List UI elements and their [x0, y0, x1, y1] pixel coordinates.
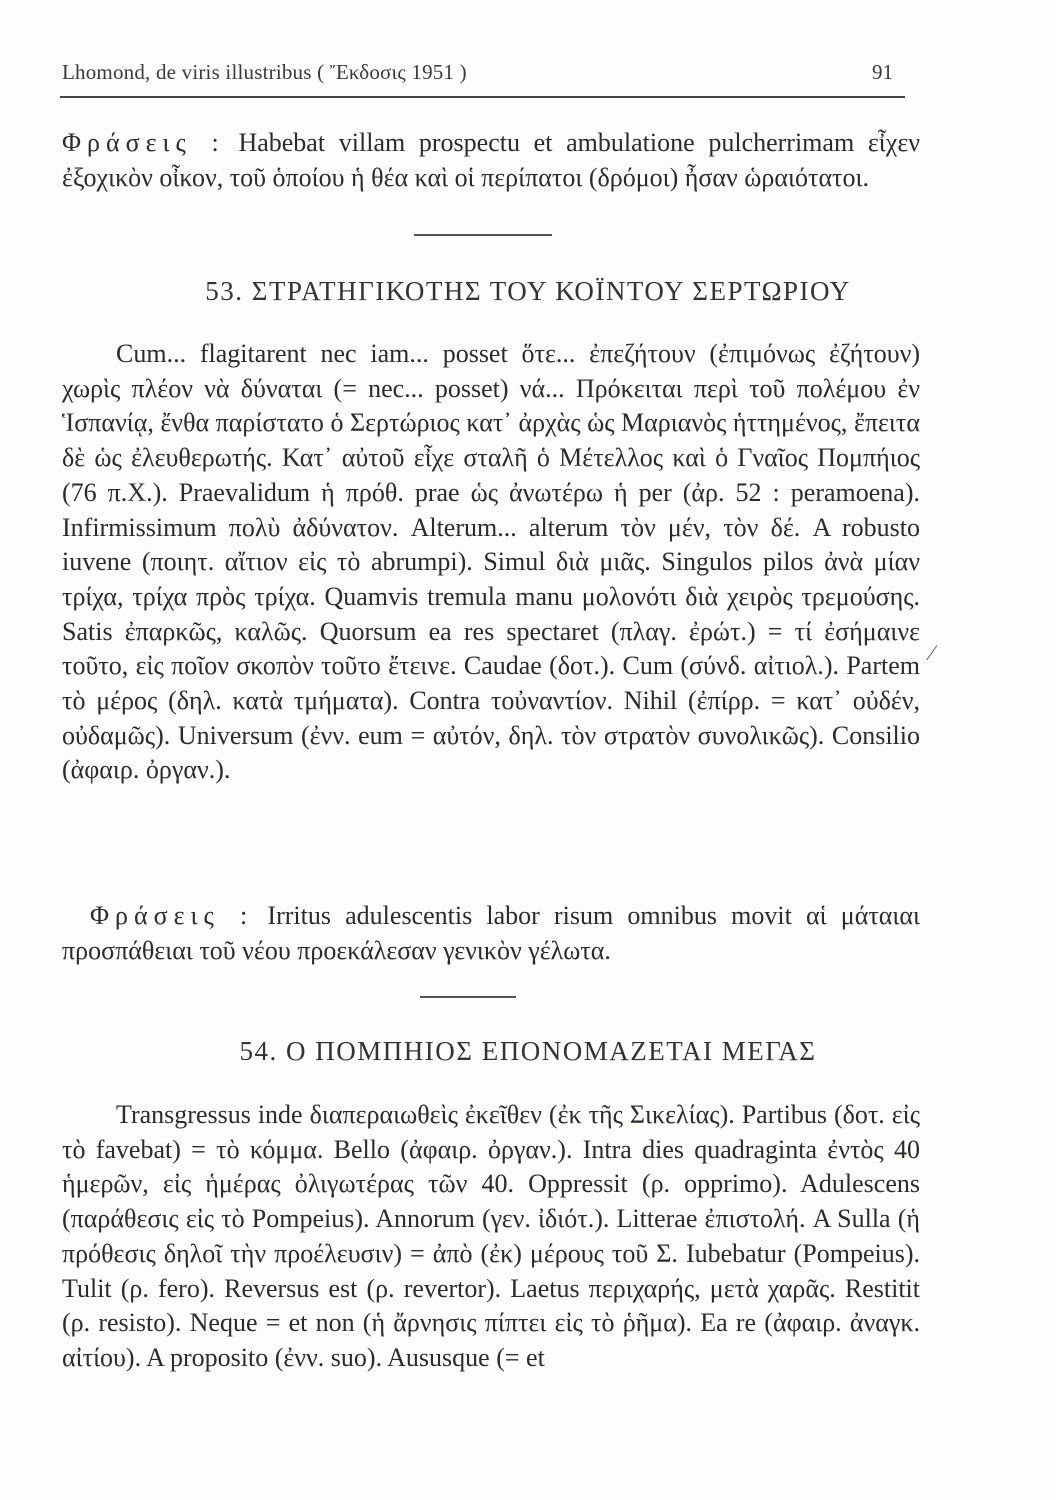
phrases-label: Φράσεις : [90, 901, 254, 930]
section-54-body: Transgressus inde διαπεραιωθεὶς ἐκεῖθεν (ἐκ τῆς Σικελίας). Partibus (δοτ. εἰς τὸ favebat) = τὸ κόμμα. Bello (ἀφαιρ. ὀργαν.). Intra dies quadraginta ἐντὸς 40 ἡμερῶν, εἰς ἡμέρας ὀλιγωτέρας τῶν 40. Oppressit (ρ. opprimo). Adulescens (παράθεσις εἰς τὸ Pompeius). Annorum (γεν. ἰδιότ.). Litterae ἐπιστολή. A Sulla (ἡ πρόθεσις δηλοῖ τὴν προέλευσιν) = ἀπὸ (ἐκ) μέρους τοῦ Σ. Iubebatur (Pompeius). Tulit (ρ. fero). Reversus est (ρ. revertor). Laetus περιχαρής, μετὰ χαρᾶς. Restitit (ρ. resisto). Neque = et non (ἡ ἄρνησις πίπτει εἰς τὸ ῥῆμα). Ea re (ἀφαιρ. ἀναγκ. αἰτίου). A proposito (ἐνν. suo). Aususque (= et [62, 1100, 920, 1372]
phrases-text: Irritus adulescentis labor risum omnibus movit αἱ μάταιαι προσπάθειαι τοῦ νέου προεκάλεσαν γενικὸν γέλωτα. [62, 901, 920, 965]
header-rule [60, 96, 905, 98]
separator-rule [420, 996, 516, 998]
phrases-label: Φράσεις : [62, 128, 225, 157]
section-53-title: 53. ΣΤΡΑΤΗΓΙΚΟΤΗΣ ΤΟΥ ΚΟΪΝΤΟΥ ΣΕΡΤΩΡΙΟΥ [205, 276, 851, 306]
phrases-paragraph-1 [62, 126, 920, 195]
page-number: 91 [872, 60, 893, 84]
margin-mark: ⁄ [930, 640, 934, 665]
section-54-title: 54. Ο ΠΟΜΠΗΙΟΣ ΕΠΟΝΟΜΑΖΕΤΑΙ ΜΕΓΑΣ [239, 1036, 817, 1066]
phrases-paragraph-2 [62, 899, 920, 968]
running-title: Lhomond, de viris illustribus ( Ἔκδοσις 1951 ) [62, 60, 467, 84]
separator-rule [414, 234, 552, 236]
section-53-body: Cum... flagitarent nec iam... posset ὅτε... ἐπεζήτουν (ἐπιμόνως ἐζήτουν) χωρὶς πλέον νὰ δύναται (= nec... posset) νά... Πρόκειται περὶ τοῦ πολέμου ἐν Ἱσπανίᾳ, ἔνθα παρίστατο ὁ Σερτώριος κατ᾽ ἀρχὰς ὡς Μαριανὸς ἡττημένος, ἔπειτα δὲ ὡς ἐλευθερωτής. Κατ᾽ αὐτοῦ εἶχε σταλῆ ὁ Μέτελλος καὶ ὁ Γναῖος Πομπήιος (76 π.Χ.). Praevalidum ἡ πρόθ. prae ὡς ἀνωτέρω ἡ per (ἀρ. 52 : peramoena). Infirmissimum πολὺ ἀδύνατον. Alterum... alterum τὸν μέν, τὸν δέ. A robusto iuvene (ποιητ. αἴτιον εἰς τὸ abrumpi). Simul διὰ μιᾶς. Singulos pilos ἀνὰ μίαν τρίχα, τρίχα πρὸς τρίχα. Quamvis tremula manu μολονότι διὰ χειρὸς τρεμούσης. Satis ἐπαρκῶς, καλῶς. Quorsum ea res spectaret (πλαγ. ἐρώτ.) = τί ἐσήμαινε τοῦτο, εἰς ποῖον σκοπὸν τοῦτο ἔτεινε. Caudae (δοτ.). Cum (σύνδ. αἰτιολ.). Partem τὸ μέρος (δηλ. κατὰ τμήματα). Contra τοὐναντίον. Nihil (ἐπίρρ. = κατ᾽ οὐδέν, οὐδαμῶς). Universum (ἐνν. eum = αὐτόν, δηλ. τὸν στρατὸν συνολικῶς). Consilio (ἀφαιρ. ὀργαν.). [62, 339, 920, 785]
phrases-text: Habebat villam prospectu et ambulatione pulcherrimam εἶχεν ἐξοχικὸν οἶκον, τοῦ ὁποίου ἡ θέα καὶ οἱ περίπατοι (δρόμοι) ἦσαν ὡραιότατοι. [62, 128, 920, 192]
